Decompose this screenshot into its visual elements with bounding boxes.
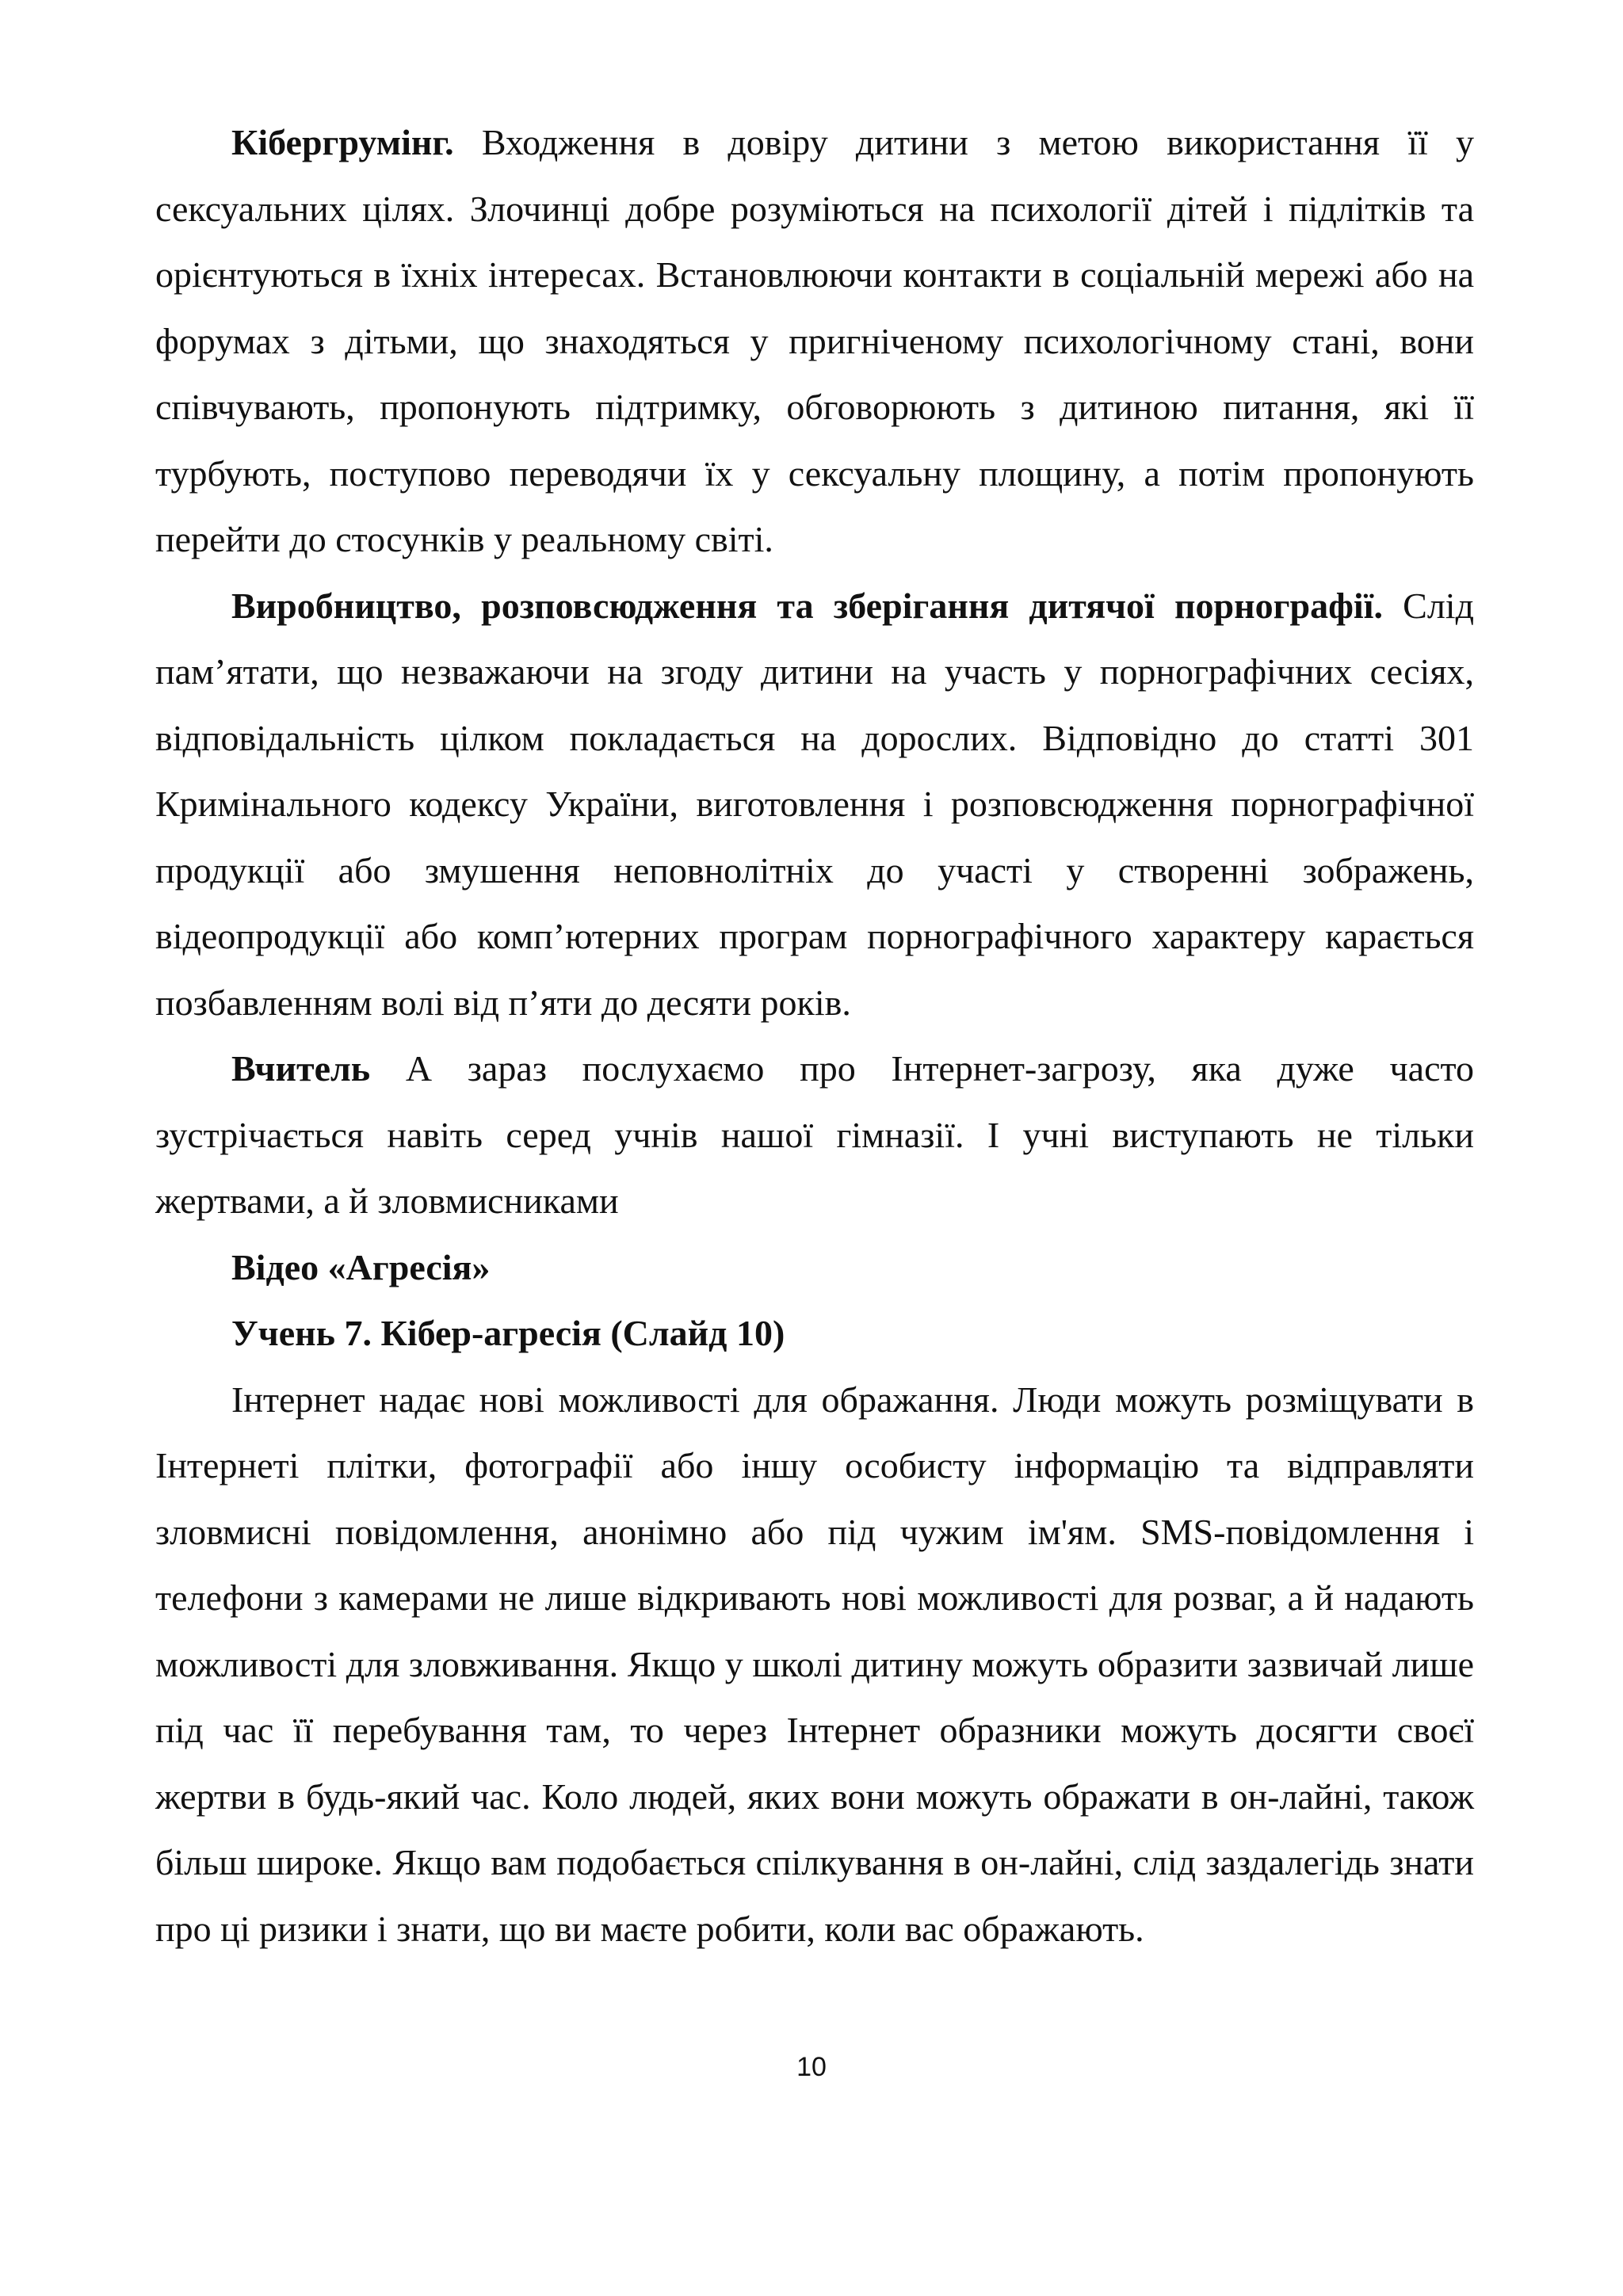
- paragraph-body-child-pornography: Слід пам’ятати, що незважаючи на згоду дитини на участь у порнографічних сесіях, відповідальність цілком покладається на дорослих. Відповідно до статті 301 Кримінального кодексу України, виготовлення і розповсюдження порнографічної продукції або змушення неповнолітніх до участі у створенні зображень, відеопродукції або комп’ютерних програм порнографічного характеру карається позбавленням волі від п’яти до десяти років.: [155, 585, 1474, 1023]
- paragraph-teacher: [155, 1035, 1474, 1234]
- page-number: 10: [796, 2052, 827, 2082]
- heading-video: Відео «Агресія»: [231, 1246, 491, 1287]
- paragraph-cybergrooming: [155, 109, 1474, 573]
- document-page: [155, 109, 1474, 1962]
- paragraph-lead-child-pornography: Виробництво, розповсюдження та зберігання дитячої порнографії.: [231, 585, 1383, 626]
- paragraph-lead-teacher: Вчитель: [231, 1048, 371, 1089]
- paragraph-child-pornography: [155, 573, 1474, 1036]
- paragraph-body-cybergrooming: Входження в довіру дитини з метою використання її у сексуальних цілях. Злочинці добре розуміються на психології дітей і підлітків та орієнтуються в їхніх інтересах. Встановлюючи контакти в соціальній мережі або на форумах з дітьми, що знаходяться у пригніченому психологічному стані, вони співчувають, пропонують підтримку, обговорюють з дитиною питання, які її турбують, поступово переводячи їх у сексуальну площину, а потім пропонують перейти до стосунків у реальному світі.: [155, 122, 1474, 559]
- heading-student-7: Учень 7. Кібер-агресія (Слайд 10): [231, 1313, 785, 1353]
- paragraph-lead-cybergrooming: Кібергрумінг.: [231, 122, 454, 162]
- paragraph-body-teacher: А зараз послухаємо про Інтернет-загрозу, яка дуже часто зустрічається навіть серед учнів нашої гімназії. І учні виступають не тільки жертвами, а й зловмисниками: [155, 1048, 1474, 1221]
- paragraph-cyber-aggression: Інтернет надає нові можливості для ображання. Люди можуть розміщувати в Інтернеті плітки, фотографії або іншу особисту інформацію та відправляти зловмисні повідомлення, анонімно або під чужим ім'ям. SMS-повідомлення і телефони з камерами не лише відкривають нові можливості для розваг, а й надають можливості для зловживання. Якщо у школі дитину можуть образити зазвичай лише під час її перебування там, то через Інтернет образники можуть досягти своєї жертви в будь-який час. Коло людей, яких вони можуть ображати в он-лайні, також більш широке. Якщо вам подобається спілкування в он-лайні, слід заздалегідь знати про ці ризики і знати, що ви маєте робити, коли вас ображають.: [155, 1379, 1474, 1949]
